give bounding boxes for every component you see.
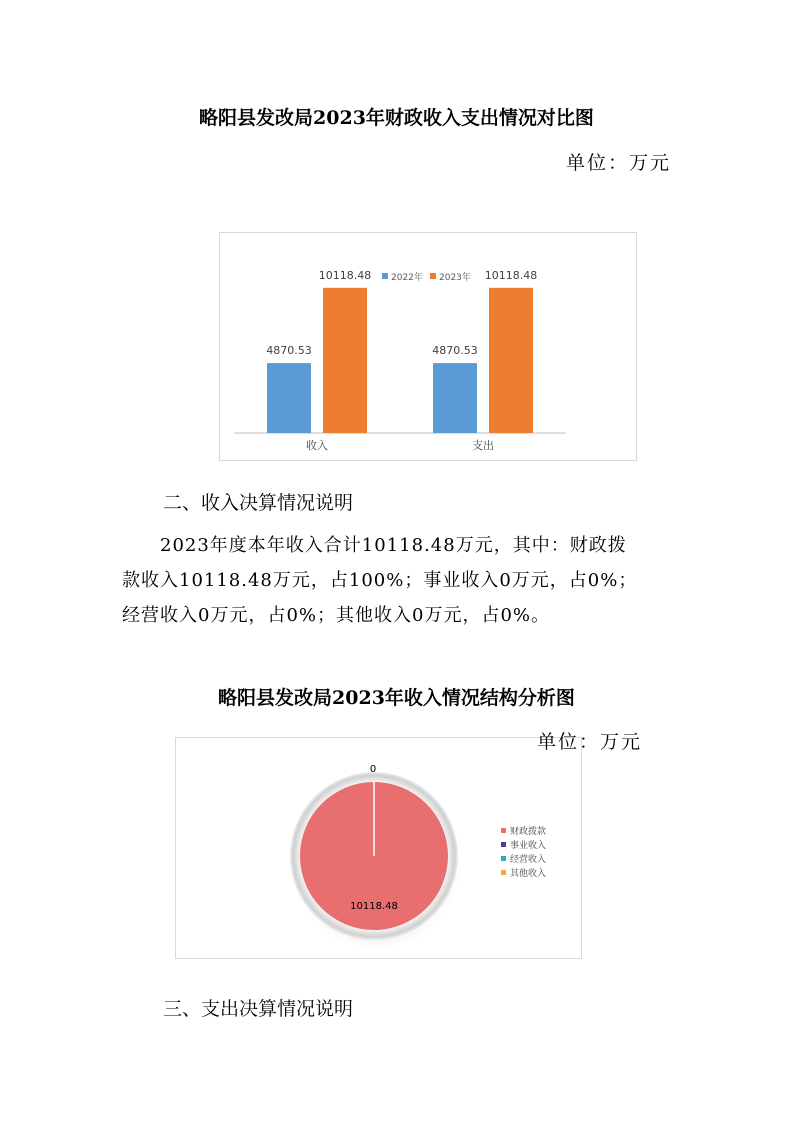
legend-swatch	[430, 273, 436, 279]
bar-value-label: 4870.53	[266, 344, 312, 358]
pie-chart-title: 略阳县发改局2023年收入情况结构分析图	[218, 687, 575, 709]
pie-legend-swatch	[501, 842, 506, 847]
legend-swatch	[382, 273, 388, 279]
bar-1-1	[489, 288, 533, 433]
paragraph-line: 经营收入0万元，占0%；其他收入0万元，占0%。	[122, 605, 551, 626]
bar-0-0	[267, 363, 311, 433]
pie-chart-svg	[176, 738, 581, 958]
bar-category-label: 收入	[306, 439, 328, 452]
paragraph-line: 款收入10118.48万元，占100%；事业收入0万元，占0%；	[122, 570, 638, 591]
legend-label: 2022年	[391, 273, 423, 283]
pie-legend-swatch	[501, 856, 506, 861]
pie-legend-label: 财政拨款	[510, 827, 547, 837]
paragraph-line: 2023年度本年收入合计10118.48万元，其中：财政拨	[160, 535, 627, 556]
bar-chart-legend	[382, 271, 471, 283]
bar-value-label: 4870.53	[432, 344, 478, 358]
pie-value-label: 0	[369, 764, 377, 775]
bar-1-0	[433, 363, 477, 433]
pie-value-label: 10118.48	[350, 901, 398, 912]
pie-legend-swatch	[501, 870, 506, 875]
income-paragraph	[122, 528, 682, 633]
unit-label-bar-chart: 单位：万元	[565, 152, 671, 174]
bar-chart-title: 略阳县发改局2023年财政收入支出情况对比图	[199, 107, 594, 129]
pie-legend-swatch	[501, 828, 506, 833]
pie-legend-label: 事业收入	[510, 841, 547, 851]
unit-label-pie-chart: 单位：万元	[537, 731, 643, 753]
pie-chart	[175, 737, 582, 959]
heading-income-explanation: 二、收入决算情况说明	[163, 492, 354, 514]
bar-chart-svg	[220, 233, 636, 460]
bar-chart	[219, 232, 637, 461]
bar-value-label: 10118.48	[318, 268, 372, 282]
bar-value-label: 10118.48	[484, 268, 538, 282]
heading-expense-explanation: 三、支出决算情况说明	[163, 998, 354, 1020]
pie-legend-label: 其他收入	[510, 869, 547, 879]
pie-legend-label: 经营收入	[510, 855, 547, 865]
legend-label: 2023年	[439, 273, 471, 283]
pie-legend	[501, 825, 546, 879]
bar-0-1	[323, 288, 367, 433]
bar-category-label: 支出	[472, 439, 494, 452]
